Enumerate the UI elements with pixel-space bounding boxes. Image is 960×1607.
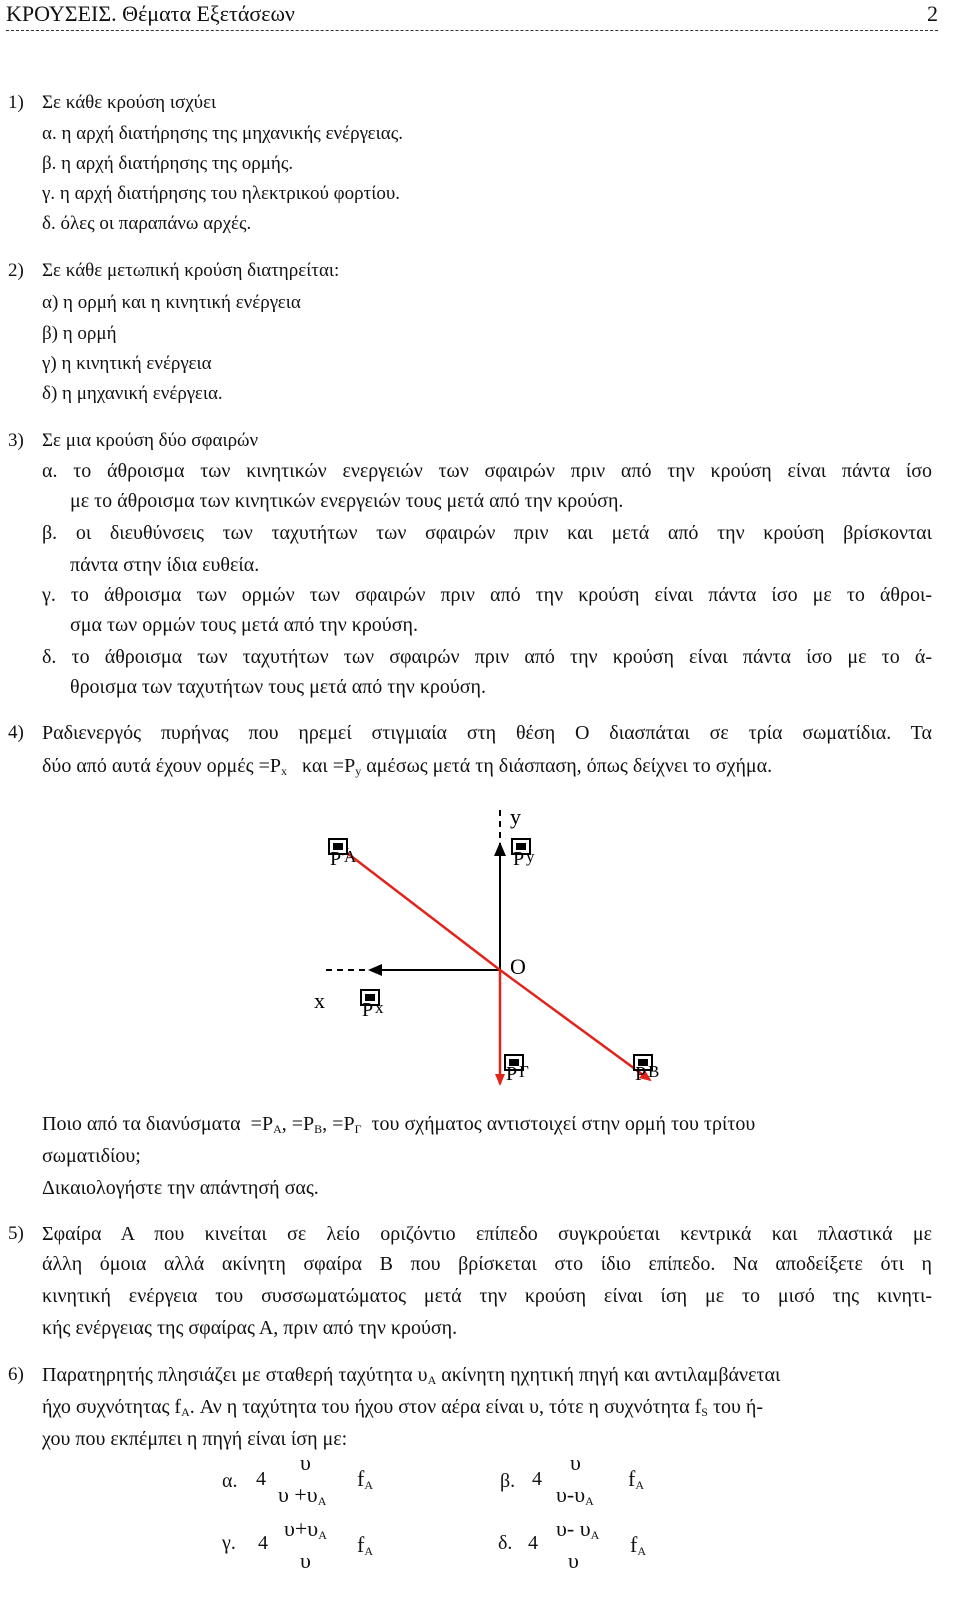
page-header [6, 0, 938, 31]
svg-text:B: B [648, 1062, 660, 1081]
option-b-line-2: πάντα στην ίδια ευθεία. [70, 554, 260, 576]
page-title: ΚΡΟΥΣΕΙΣ. Θέματα Εξετάσεων [6, 1, 295, 26]
svg-text:P: P [513, 848, 525, 870]
option-c: γ. η αρχή διατήρησης του ηλεκτρικού φορτίου. [42, 183, 400, 204]
option-c-line-1: γ. το άθροισμα των ορμών των σφαιρών πριν από την κρούση είναι πάντα ίσο με το άθροι- [42, 584, 932, 606]
label-px [361, 990, 384, 1021]
question-number: 1) [8, 92, 24, 113]
svg-text:A: A [344, 847, 357, 866]
pa-vector [338, 846, 500, 970]
question-ask-line-1: Ποιο από τα $\delta\iota\alpha\nu ύ\sigma\mu\alpha\tau\alpha =P_A$, $=P_B$, $=P_\Gamma$ του σχήματος αντιστοιχεί στην ορμή του τρίτου [42, 1113, 756, 1136]
page-number: 2 [927, 1, 938, 26]
label-pb [634, 1055, 659, 1085]
option-b: β. η αρχή διατήρησης της ορμής. [42, 153, 294, 174]
label-x: x [314, 988, 325, 1013]
option-b: β) η ορμή [42, 323, 117, 344]
question-number: 4) [8, 722, 24, 743]
svg-text:P: P [362, 999, 374, 1021]
option-b-line-1: β. οι διευθύνσεις των ταχυτήτων των σφαιρών πριν και μετά από την κρούση βρίσκονται [42, 522, 932, 544]
question-line-3: κινητική ενέργεια του συσσωματώματος μετά την κρούση είναι ίση με το μισό της κινητι- [42, 1285, 932, 1307]
question-ask-line-2: σωματιδίου; [42, 1145, 141, 1167]
question-line-2: άλλη όμοια αλλά ακίνητη σφαίρα Β που βρίσκεται στο ίδιο επίπεδο. Να αποδείξετε ότι η [42, 1253, 932, 1275]
momentum-diagram [0, 790, 960, 1100]
option-a-line-2: με το άθροισμα των κινητικών ενεργειών τους μετά από την κρούση. [70, 490, 624, 512]
label-o: O [510, 954, 526, 979]
question-line-3: χου που εκπέμπει η πηγή είναι ίση με: [42, 1428, 348, 1450]
svg-text:P: P [635, 1063, 647, 1085]
question-line-2: δύο από αυτά έχουν $o\rho\mu έ\varsigma =P_x$ $\kappa\alpha\iota =P_y$ αμέσως μετά τη διάσπαση, όπως δείχνει το σχήμα. [42, 755, 773, 778]
svg-text:P: P [330, 848, 342, 870]
option-a-line-1: α. το άθροισμα των κινητικών ενεργειών των σφαιρών πριν από την κρούση είναι πάντα ίσο [42, 460, 932, 482]
svg-text:y: y [526, 847, 535, 866]
svg-text:x: x [375, 998, 384, 1017]
label-pa [329, 839, 357, 870]
option-d: δ. όλες οι παραπάνω αρχές. [42, 213, 252, 234]
px-arrowhead [368, 964, 382, 976]
question-number: 2) [8, 260, 24, 281]
label-py [512, 839, 535, 870]
question-line-1: Παρατηρητής πλησιάζει με σταθερή ταχύτητα $\upsilon_A$ ακίνητη ηχητική πηγή και αντιλαμβάνεται [42, 1364, 781, 1387]
question-line-1: Σφαίρα Α που κινείται σε λείο οριζόντιο επίπεδο συγκρούεται κεντρικά και πλαστικά με [42, 1223, 932, 1245]
option-d-line-1: δ. το άθροισμα των ταχυτήτων των σφαιρών πριν από την κρούση είναι πάντα ίσο με το ά- [42, 646, 932, 668]
question-stem: Σε μια κρούση δύο σφαιρών [42, 430, 259, 451]
question-number: 3) [8, 430, 24, 451]
question-ask-line-3: Δικαιολογήστε την απάντησή σας. [42, 1177, 319, 1199]
svg-text:P: P [506, 1063, 518, 1085]
svg-text:Γ: Γ [519, 1062, 529, 1081]
label-y: y [510, 804, 521, 829]
question-line-4: κής ενέργειας της σφαίρας Α, πριν από την κρούση. [42, 1317, 458, 1339]
question-stem: Σε κάθε μετωπική κρούση διατηρείται: [42, 260, 340, 281]
option-a: α) η ορμή και η κινητική ενέργεια [42, 292, 301, 313]
option-d-line-2: θροισμα των ταχυτήτων τους μετά από την κρούση. [70, 676, 487, 698]
py-arrowhead [494, 842, 506, 856]
label-pg [505, 1055, 529, 1085]
option-a: α. η αρχή διατήρησης της μηχανικής ενέργειας. [42, 123, 403, 144]
question-number: 6) [8, 1364, 24, 1385]
option-c: γ) η κινητική ενέργεια [42, 353, 212, 374]
question-line-2: ήχο συχνότητας $f_A$. Αν η ταχύτητα του ήχου στον αέρα είναι υ, τότε η συχνότητα $f_S$ του ή- [42, 1396, 764, 1419]
question-number: 5) [8, 1223, 24, 1244]
option-c-line-2: σμα των ορμών τους μετά από την κρούση. [70, 614, 418, 636]
question-line-1: Ραδιενεργός πυρήνας που ηρεμεί στιγμιαία στη θέση Ο διασπάται σε τρία σωματίδια. Τα [42, 722, 932, 744]
question-stem: Σε κάθε κρούση ισχύει [42, 92, 217, 113]
option-d: δ) η μηχανική ενέργεια. [42, 383, 223, 404]
